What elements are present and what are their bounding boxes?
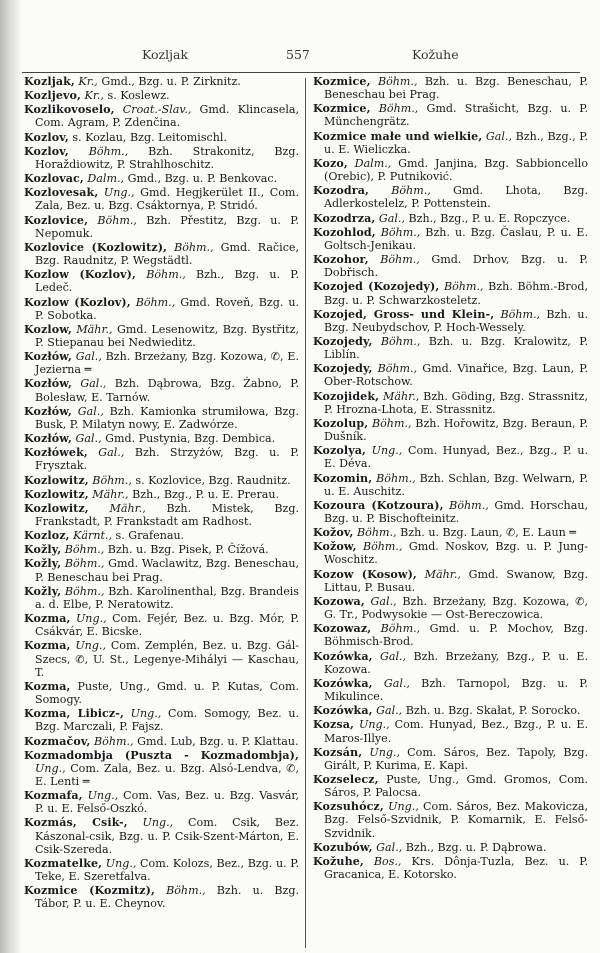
entry-text: s. Kozlau, Bzg. Leitomischl. [72, 130, 227, 144]
gazetteer-entry [24, 474, 299, 487]
entry-text: s. Kozlovice, Bzg. Raudnitz. [135, 473, 291, 487]
entry-text: Gmd. Swanow, Bzg. Littau, P. Busau. [324, 567, 588, 594]
entry-headword: Kozojedy, [313, 334, 373, 348]
entry-headword: Kozohlod, [313, 225, 376, 239]
entry-headword: Kozloz, [24, 529, 70, 543]
entry-text: Bzh. Hořowitz, Bzg. Beraun, P. Dušník. [324, 416, 589, 444]
gazetteer-entry [313, 841, 588, 854]
gazetteer-entry [313, 704, 588, 717]
entry-headword: Kozlowitz, [24, 487, 89, 501]
entry-headword: Kozljevo, [24, 89, 81, 103]
entry-headword: Kozlovice, [24, 213, 89, 227]
right-column [313, 75, 588, 882]
entry-text: Gmd. Hegjkerület II., Com. Zala, Bez. u. Bzg. Csáktornya, P. Stridó. [35, 186, 299, 213]
entry-headword: Kozłów, [24, 432, 72, 446]
entry-headword: Kozolup, [313, 416, 369, 430]
entry-text: Gmd. Roveň, Bzg. u. P. Sobotka. [35, 295, 300, 322]
entry-region: Gal., [370, 594, 397, 608]
gazetteer-entry [24, 446, 299, 472]
entry-region: Mähr., [76, 322, 113, 336]
entry-headword: Kozlowitz, [24, 473, 89, 487]
page-number: 557 [286, 47, 310, 62]
entry-text: Com. Hunyad, Bez., Bzg., P. u. E. Déva. [324, 444, 588, 471]
entry-headword: Kozma, [24, 612, 71, 626]
entry-text: s. Grafenau. [115, 529, 185, 543]
entry-region: Ung., [105, 856, 137, 870]
entry-region: Böhm., [376, 471, 416, 485]
entry-region: Böhm., [380, 225, 421, 239]
entry-region: Gal., [77, 404, 104, 418]
entry-text: Bzh., Bzg. u. P. Dąbrowa. [405, 840, 547, 854]
entry-headword: Kožly, [24, 584, 62, 598]
entry-region: Gal., [80, 377, 107, 391]
gazetteer-entry [24, 639, 299, 678]
entry-headword: Kozlikovoselo, [24, 103, 115, 117]
gazetteer-entry [313, 718, 588, 744]
entry-headword: Kozubów, [313, 840, 373, 854]
gazetteer-entry [24, 214, 299, 240]
gazetteer-entry [24, 405, 299, 431]
entry-text: Gmd. Vinařice, Bzg. Laun, P. Ober-Rotschow. [324, 362, 589, 389]
entry-text: Bzh. Tarnopol, Bzg. u. P. Mikulince. [324, 676, 588, 704]
gazetteer-entry [24, 75, 299, 88]
entry-text: Bzh. u. Bzg. Beneschau, P. Beneschau bei Prag. [324, 75, 588, 102]
entry-headword: Kozłów, [24, 350, 72, 364]
entry-text: Bzh., Bzg., P. u. E. Wieliczka. [324, 129, 588, 156]
entry-text: Bzh. u. Bzg. Tábor, P. u. E. Cheynov. [35, 884, 299, 911]
entry-region: Böhm., [174, 240, 214, 254]
gazetteer-entry [313, 595, 588, 621]
gazetteer-entry [313, 650, 588, 676]
entry-text: Com. Hunyad, Bez., Bzg., P. u. E. Maros-Illye. [324, 718, 588, 745]
gazetteer-entry [313, 568, 588, 594]
gazetteer-entry [313, 184, 588, 210]
entry-headword: Kozodrza, [313, 211, 376, 225]
entry-text: Gmd. u. P. Mochov, Bzg. Böhmisch-Brod. [324, 622, 588, 649]
entry-text: Bzh. Brzeżany, Bzg. Kozowa, ✆, E. Jezierna ═ [35, 350, 299, 377]
entry-region: Ung., [75, 639, 106, 653]
entry-headword: Kozmás, Csik-, [24, 816, 128, 830]
gazetteer-entry [313, 157, 588, 183]
entry-text: Bzh. u. Bzg. Laun, ✆, E. Laun ═ [400, 526, 576, 540]
entry-headword: Kozówka, [313, 649, 373, 663]
entry-region: Kärnt., [73, 529, 112, 543]
entry-headword: Kozmice, [313, 102, 371, 116]
gazetteer-entry [313, 746, 588, 772]
gazetteer-entry [24, 131, 299, 144]
page-gutter-shadow [0, 0, 22, 953]
entry-headword: Kožuhe, [313, 854, 364, 868]
entry-headword: Kozmice (Kozmitz), [24, 884, 155, 898]
entry-headword: Kozowaz, [313, 622, 372, 636]
entry-text: Com. Fejér, Bez. u. Bzg. Mór, P. Csákvár, E. Bicske. [35, 612, 299, 639]
entry-headword: Kozłówek, [24, 446, 88, 460]
entry-headword: Kozlovac, [24, 172, 84, 186]
gazetteer-entry [24, 502, 299, 528]
entry-region: Böhm., [357, 526, 397, 540]
gazetteer-entry [313, 417, 588, 443]
gazetteer-entry [313, 280, 588, 306]
entry-headword: Kozo, [313, 156, 348, 170]
entry-text: Puste, Ung., Gmd. Gromos, Com. Sáros, P. Palocsa. [324, 772, 588, 800]
gazetteer-entry [24, 612, 299, 638]
gazetteer-entry [24, 268, 299, 294]
entry-text: Gmd. Pustynia, Bzg. Dembica. [105, 432, 276, 446]
entry-region: Ung., [35, 761, 66, 775]
entry-headword: Kozsa, [313, 718, 354, 732]
gazetteer-entry [24, 377, 299, 403]
entry-region: Böhm., [146, 268, 186, 282]
entry-text: Bzh. Brzeżany, Bzg., P. u. E. Kozowa. [324, 649, 589, 676]
entry-region: Gal., [378, 211, 405, 225]
entry-region: Gal., [75, 350, 102, 364]
entry-text: Gmd. Strašicht, Bzg. u. P. Münchengrätz. [324, 102, 588, 129]
gazetteer-entry [313, 130, 588, 156]
entry-text: Bzh., Bzg. u. P. Ledeč. [35, 268, 299, 295]
gazetteer-entry [24, 789, 299, 815]
entry-text: Bzh. Dąbrowa, Bzg. Żabno, P. Bolesław, E. Tarnów. [35, 377, 300, 404]
entry-region: Dalm., [87, 172, 125, 186]
entry-text: Com. Vas, Bez. u. Bzg. Vasvár, P. u. E. Felső-Oszkó. [35, 789, 299, 816]
entry-region: Gal., [376, 840, 403, 854]
gazetteer-entry [24, 557, 299, 583]
entry-region: Böhm., [500, 307, 541, 321]
gazetteer-entry [24, 89, 299, 102]
gazetteer-entry [24, 488, 299, 501]
entry-region: Ung., [371, 444, 403, 458]
entry-headword: Kozłów, [24, 377, 72, 391]
gazetteer-entry [24, 241, 299, 267]
gazetteer-entry [313, 540, 588, 566]
entry-region: Kr., [78, 75, 98, 88]
entry-region: Böhm., [380, 253, 420, 267]
entry-headword: Kozolya, [313, 444, 367, 458]
entry-text: Com. Sáros, Bez. Makovicza, Bzg. Felső-Szvidnik, P. Komarnik, E. Felső-Szvidnik. [324, 800, 589, 840]
entry-region: Ung., [358, 718, 390, 732]
entry-headword: Kozowa, [313, 594, 365, 608]
entry-region: Bos., [373, 854, 402, 868]
entry-headword: Kozówka, [313, 676, 373, 690]
entry-region: Böhm., [362, 540, 403, 554]
entry-text: Bzh. u. Bzg. Kralowitz, P. Liblín. [324, 334, 588, 362]
entry-region: Ung., [87, 789, 119, 803]
entry-region: Böhm., [64, 584, 105, 598]
entry-headword: Kozoura (Kotzoura), [313, 498, 444, 512]
entry-headword: Kozojed (Kozojedy), [313, 280, 440, 294]
entry-region: Gal., [376, 704, 403, 718]
entry-text: Bzh. Böhm.-Brod, Bzg. u. P. Schwarzkosteletz. [324, 280, 589, 307]
column-divider [305, 78, 306, 948]
gazetteer-entry [313, 335, 588, 361]
entry-headword: Kozmadombja (Puszta - Kozmadombja), [24, 748, 299, 762]
entry-region: Gal., [383, 676, 410, 690]
entry-region: Mähr., [424, 567, 461, 581]
entry-region: Dalm., [354, 156, 392, 170]
entry-headword: Kozmafa, [24, 789, 83, 803]
entry-region: Böhm., [135, 295, 176, 309]
gazetteer-entry [313, 526, 588, 539]
entry-text: Bzh., Bzg., P. u. E. Ropczyce. [408, 211, 571, 225]
entry-text: Krs. Dônja-Tuzla, Bez. u. P. Gracanica, E. Kotorsko. [324, 854, 589, 882]
entry-region: Gal., [379, 649, 407, 663]
entry-region: Böhm., [94, 734, 134, 748]
entry-text: Bzh. u. Bzg. Neubydschov, P. Hoch-Wessely. [324, 307, 589, 334]
gazetteer-entry [313, 308, 588, 334]
entry-headword: Kozlow, [24, 322, 72, 336]
entry-region: Gal., [75, 432, 102, 446]
gazetteer-entry [24, 145, 299, 171]
entry-text: Bzh. Strakonitz, Bzg. Horaždiowitz, P. Strahlhoschitz. [35, 144, 300, 171]
entry-headword: Kozlov, [24, 130, 69, 144]
entry-text: Bzh. Přestitz, Bzg. u. P. Nepomuk. [35, 213, 300, 240]
entry-region: Böhm., [380, 622, 421, 636]
entry-region: Böhm., [64, 543, 105, 557]
entry-headword: Kozlowitz, [24, 501, 89, 515]
entry-text: Gmd. Račice, Bzg. Raudnitz, P. Wegstädtl. [35, 240, 300, 268]
gazetteer-entry [313, 102, 588, 128]
gazetteer-entry [24, 186, 299, 212]
entry-headword: Kozmice, [313, 75, 371, 88]
entry-region: Ung., [103, 186, 135, 200]
gazetteer-entry [24, 103, 299, 129]
entry-headword: Kozmice małe und wielkie, [313, 129, 483, 143]
gazetteer-entry [24, 529, 299, 542]
entry-headword: Kozojidek, [313, 389, 380, 403]
gazetteer-entry [313, 622, 588, 648]
gazetteer-entry [24, 323, 299, 349]
gazetteer-entry [313, 362, 588, 388]
entry-headword: Kozljak, [24, 75, 75, 88]
entry-headword: Kožov, [313, 526, 354, 540]
entry-region: Böhm., [449, 498, 489, 512]
entry-headword: Kozlow (Kozlov), [24, 268, 136, 282]
entry-region: Böhm., [380, 334, 421, 348]
entry-text: Gmd. Janjina, Bzg. Sabbioncello (Orebic), P. Putniković. [324, 156, 588, 184]
gazetteer-entry [24, 432, 299, 445]
entry-text: Com. Sáros, Bez. Tapoly, Bzg. Girált, P. Kurima, E. Kapi. [324, 745, 588, 772]
entry-region: Böhm., [377, 362, 418, 376]
gazetteer-entry [313, 226, 588, 252]
entry-text: Bzh. u. Bzg. Pisek, P. Čížová. [107, 543, 269, 557]
gazetteer-entry [24, 585, 299, 611]
entry-region: Böhm., [92, 473, 132, 487]
entry-region: Böhm., [391, 184, 431, 198]
entry-region: Böhm., [377, 75, 418, 88]
entry-text: Gmd. Lesenowitz, Bzg. Bystřitz, P. Stiepanau bei Nedwieditz. [35, 322, 299, 349]
entry-region: Gal., [485, 129, 512, 143]
entry-text: Gmd. Drhov, Bzg. u. P. Dobřisch. [324, 253, 589, 280]
entry-region: Mähr., [92, 487, 129, 501]
entry-headword: Kožow, [313, 540, 357, 554]
entry-region: Gal., [98, 446, 125, 460]
entry-text: Bzh. Schlan, Bzg. Welwarn, P. u. E. Auschitz. [324, 471, 588, 498]
gazetteer-entry [24, 350, 299, 376]
entry-region: Böhm., [378, 102, 419, 116]
gazetteer-entry [24, 707, 299, 733]
entry-headword: Kozsán, [313, 745, 363, 759]
header-rule [22, 72, 580, 73]
gazetteer-entry [24, 680, 299, 706]
gazetteer-entry [313, 253, 588, 279]
entry-text: Bzh. u. Bzg. Časlau, P. u. E. Goltsch-Jenikau. [324, 225, 588, 252]
entry-region: Ung., [142, 816, 174, 830]
gazetteer-entry [313, 75, 588, 101]
entry-headword: Kozlow (Kozlov), [24, 295, 131, 309]
gazetteer-entry [24, 857, 299, 883]
entry-region: Böhm., [166, 884, 206, 898]
gazetteer-entry [24, 816, 299, 855]
entry-headword: Kozlovice (Kozlowitz), [24, 240, 168, 254]
entry-region: Ung., [388, 800, 419, 814]
entry-text: Gmd. Lhota, Bzg. Adlerkostelelz, P. Pottenstein. [324, 184, 588, 211]
entry-headword: Kozma, Libicz-, [24, 707, 124, 721]
entry-headword: Kožly, [24, 557, 62, 571]
entry-region: Ung., [130, 707, 162, 721]
gazetteer-entry [313, 800, 588, 839]
entry-region: Mähr., [109, 501, 146, 515]
entry-headword: Kozma, [24, 639, 71, 653]
entry-headword: Kozmačov, [24, 734, 91, 748]
entry-headword: Kozlovesak, [24, 186, 99, 200]
entry-text: Com. Zala, Bez. u. Bzg. Alsó-Lendva, ✆, E. Lenti ═ [35, 761, 300, 788]
gazetteer-entry [24, 296, 299, 322]
gazetteer-entry [313, 773, 588, 799]
entry-headword: Kozohor, [313, 253, 369, 267]
gazetteer-entry [313, 677, 588, 703]
entry-headword: Kozow (Kosow), [313, 567, 417, 581]
entry-text: Gmd. Horschau, Bzg. u. P. Bischofteinitz. [324, 498, 588, 525]
running-head-left: Kozljak [142, 47, 189, 62]
gazetteer-entry [24, 172, 299, 185]
entry-text: Bzh. Brzeżany, Bzg. Kozowa, ✆, G. Tr., Podwysokie — Ost-Bereczowica. [324, 594, 588, 622]
gazetteer-entry [24, 735, 299, 748]
entry-headword: Kozmatelke, [24, 856, 103, 870]
entry-region: Böhm., [371, 416, 412, 430]
entry-text: Bzh., Bzg., P. u. E. Prerau. [132, 487, 280, 501]
gazetteer-entry [24, 543, 299, 556]
entry-text: Gmd., Bzg. u. P. Benkovac. [127, 172, 278, 186]
entry-headword: Kozomin, [313, 471, 373, 485]
left-column [24, 75, 299, 912]
gazetteer-entry [313, 212, 588, 225]
entry-text: Bzh. u. Bzg. Skałat, P. Sorocko. [405, 704, 581, 718]
entry-headword: Kozma, [24, 679, 71, 693]
entry-headword: Kozojed, Gross- und Klein-, [313, 307, 495, 321]
entry-text: Gmd. Lub, Bzg. u. P. Klattau. [137, 734, 299, 748]
entry-text: Com. Zemplén, Bez. u. Bzg. Gál-Szecs, ✆, U. St., Legenye-Mihályi — Kaschau, T. [35, 639, 299, 679]
gazetteer-entry [313, 499, 588, 525]
entry-headword: Kozłów, [24, 404, 72, 418]
entry-text: Gmd., Bzg. u. P. Zirknitz. [101, 75, 241, 88]
entry-region: Kr., [84, 89, 104, 103]
entry-headword: Kozsuhócz, [313, 800, 384, 814]
gazetteer-entry [313, 855, 588, 881]
entry-headword: Kožly, [24, 543, 62, 557]
entry-text: Com. Somogy, Bez. u. Bzg. Marczali, P. Fajsz. [35, 707, 300, 734]
entry-headword: Kozodra, [313, 184, 369, 198]
entry-text: Gmd. Klincasela, Com. Agram, P. Zdenčina. [35, 103, 300, 130]
entry-headword: Kozówka, [313, 704, 373, 718]
entry-region: Ung., [75, 612, 107, 626]
entry-headword: Kozselecz, [313, 772, 379, 786]
entry-text: Bzh. Strzyżów, Bzg. u. P. Frysztak. [35, 446, 300, 473]
entry-region: Böhm., [443, 280, 484, 294]
running-head-right: Kožuhe [412, 47, 459, 62]
entry-region: Mähr., [383, 389, 420, 403]
entry-text: Com. Kolozs, Bez., Bzg. u. P. Teke, E. Szeretfalva. [35, 856, 299, 884]
entry-region: Croat.-Slav., [122, 103, 192, 117]
entry-text: Com. Csik, Bez. Kászonal-csik, Bzg. u. P. Csik-Szent-Márton, E. Csik-Szereda. [35, 816, 299, 856]
entry-region: Böhm., [97, 213, 137, 227]
entry-region: Böhm., [88, 144, 129, 158]
gazetteer-entry [313, 472, 588, 498]
gazetteer-entry [24, 884, 299, 910]
entry-headword: Kozojedy, [313, 362, 373, 376]
entry-region: Böhm., [64, 557, 105, 571]
entry-text: Bzh. Karolinenthal, Bzg. Brandeis a. d. Elbe, P. Neratowitz. [35, 584, 300, 611]
gazetteer-entry [313, 390, 588, 416]
entry-text: Puste, Ung., Gmd. u. P. Kutas, Com. Somogy. [35, 679, 299, 707]
entry-text: Bzh. Kamionka strumiłowa, Bzg. Busk, P. Milatyn nowy, E. Zadwórze. [35, 404, 300, 431]
gazetteer-entry [313, 444, 588, 470]
entry-text: Gmd. Waclawitz, Bzg. Beneschau, P. Beneschau bei Prag. [35, 557, 300, 584]
entry-text: Bzh. Göding, Bzg. Strassnitz, P. Hrozna-Lhota, E. Strassnitz. [324, 389, 588, 416]
gazetteer-entry [24, 749, 299, 788]
entry-text: Gmd. Noskov, Bzg. u. P. Jung-Woschitz. [324, 540, 589, 567]
entry-text: s. Koslewz. [107, 89, 170, 103]
entry-region: Ung., [369, 745, 400, 759]
entry-text: Bzh. Mistek, Bzg. Frankstadt, P. Frankstadt am Radhost. [35, 501, 299, 528]
running-header [22, 47, 592, 63]
entry-headword: Kozlov, [24, 144, 69, 158]
